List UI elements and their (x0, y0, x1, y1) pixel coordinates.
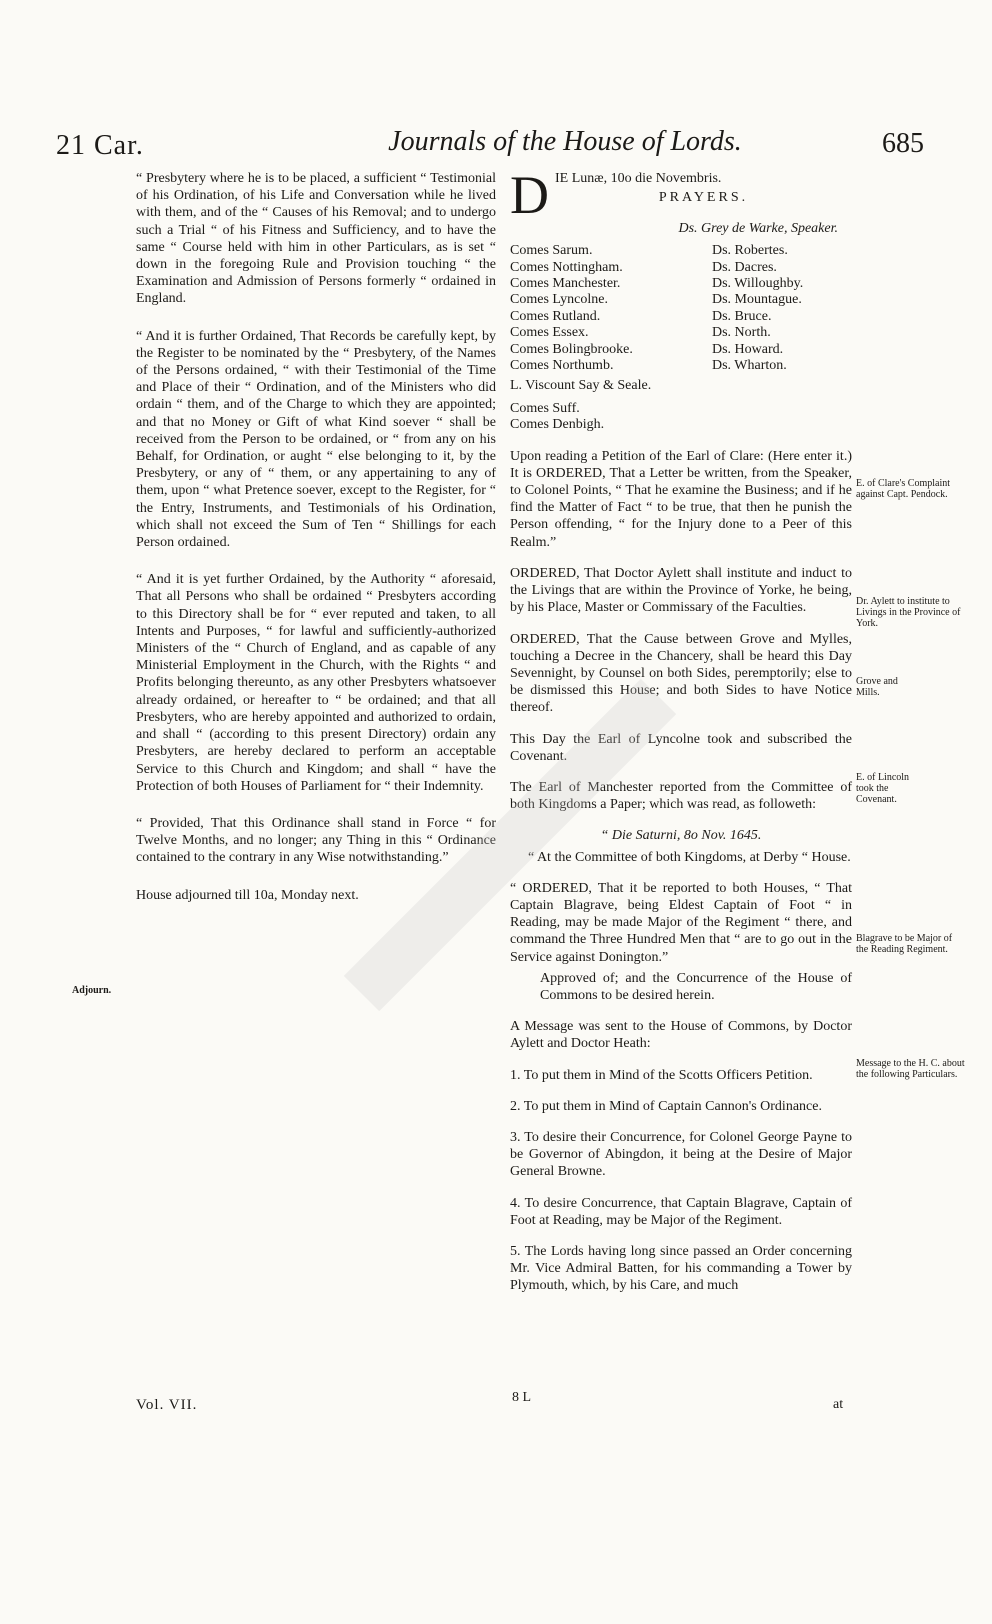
report-date: “ Die Saturni, 8o Nov. 1645. (600, 828, 762, 844)
header-title: Journals of the House of Lords. (388, 126, 742, 157)
margin-note-adjourn: Adjourn. (72, 985, 112, 996)
report-order: “ ORDERED, That it be reported to both Houses, “ That Captain Blagrave, being Eldest Captain of Foot “ in Reading, may be made Major of the Regiment “ there, and command the Three Hundred Men that “ are to go out in the Service against Donington.” (510, 880, 852, 965)
margin-note-grove: Grove and Mills. (856, 676, 898, 698)
attendee: Comes Bolingbrooke. (510, 341, 633, 357)
entry-lyncolne-covenant: This Day the Earl of Lyncolne took and subscribed the Covenant. (510, 731, 852, 764)
attendee: L. Viscount Say & Seale. (510, 378, 652, 394)
left-column (136, 170, 496, 918)
attendee: Ds. Willoughby. (712, 276, 804, 292)
page-number: 685 (882, 128, 924, 159)
date-text: IE Lunæ, 10o die Novembris. (555, 171, 722, 186)
ordinance-paragraph-2: “ And it is further Ordained, That Records be carefully kept, by the Register to be nominated by the “ Presbytery, of the Names of the Persons ordained, “ with their Testimonial of the Time and Place of their “ Ordination, and of the Ministers who did ordain “ them, and of the Charge to which they are appointed; and that no Money or Gift of what Kind soever “ shall be received from the Person to be ordained, or “ from any on his Behalf, for Ordination, or aught “ else belonging to it, by the Presbytery, or any of “ them, or any appertaining to any of them, upon “ what Pretence soever, except to the Register, for “ the Entry, Instruments, and Testimonials of his Ordination, which shall not exceed the Sum of Ten “ Shillings for each Person ordained. (136, 328, 496, 551)
right-column (510, 170, 852, 1309)
attendee: Comes Denbigh. (510, 417, 605, 433)
ordinance-paragraph-1: “ Presbytery where he is to be placed, a sufficient “ Testimonial of his Ordination, of his Life and Conversation while he lived with them, and of the “ Causes of his Removal; and to undergo such a Trial “ of his Fitness and Sufficiency, and to have the same “ Course held with him in other Particulars, as is set “ down in the foregoing Rule and Provision touching “ the Examination and Admission of Persons formerly “ ordained in England. (136, 171, 496, 307)
entry-clare-petition: Upon reading a Petition of the Earl of Clare: (Here enter it.) It is ORDERED, That a Letter be written, from the Speaker, to Colonel Points, “ That he examine the Business; and if he find the Matter of Fact “ to be true, that then he punish the Person offending, “ for the Injury done to a Peer of this Realm.” (510, 448, 852, 550)
ordinance-paragraph-4: “ Provided, That this Ordinance shall stand in Force “ for Twelve Months, and no longer; any Thing in this “ Ordinance contained to the contrary in any Wise notwithstanding.” (136, 815, 496, 866)
attendee: Ds. Dacres. (712, 259, 777, 275)
entry-aylett-order: ORDERED, That Doctor Aylett shall institute and induct to the Livings that are within the Province of Yorke, he being, by his Place, Master or Commissary of the Faculties. (510, 565, 852, 616)
attendance-column-2 (712, 243, 852, 433)
attendee: Comes Essex. (510, 325, 589, 341)
margin-note-lincoln: E. of Lincoln took the Covenant. (856, 772, 910, 805)
attendee: Ds. Howard. (712, 341, 784, 357)
message-item-3: 3. To desire their Concurrence, for Colonel George Payne to be Governor of Abingdon, it being at the Desire of Major General Browne. (510, 1129, 852, 1180)
report-committee: “ At the Committee of both Kingdoms, at Derby “ House. (528, 849, 851, 865)
margin-note-aylett: Dr. Aylett to institute to Livings in the Province of York. (856, 596, 961, 629)
header-regnal-year: 21 Car. (56, 130, 144, 161)
attendee: Ds. Wharton. (712, 358, 787, 374)
attendee: Ds. Bruce. (712, 308, 772, 324)
message-item-5: 5. The Lords having long since passed an Order concerning Mr. Vice Admiral Batten, for his commanding a Tower by Plymouth, which, by his Care, and much (510, 1243, 852, 1294)
margin-note-message: Message to the H. C. about the following Particulars. (856, 1058, 965, 1080)
entry-manchester-report: The Earl of Manchester reported from the Committee of both Kingdoms a Paper; which was read, as followeth: (510, 779, 852, 813)
attendance-list (510, 243, 852, 433)
message-item-2: 2. To put them in Mind of Captain Cannon's Ordinance. (510, 1098, 822, 1114)
adjournment-entry: House adjourned till 10a, Monday next. (136, 887, 359, 903)
attendee: Comes Suff. (510, 400, 580, 416)
entry-message: A Message was sent to the House of Commons, by Doctor Aylett and Doctor Heath: (510, 1019, 852, 1052)
signature-mark: 8 L (512, 1390, 532, 1405)
attendee: Comes Sarum. (510, 243, 593, 259)
margin-note-blagrave: Blagrave to be Major of the Reading Regiment. (856, 933, 953, 955)
attendee: Comes Northumb. (510, 358, 614, 374)
attendee: Comes Manchester. (510, 276, 621, 292)
volume-footer: Vol. VII. (136, 1397, 198, 1413)
prayers-heading: PRAYERS. (658, 190, 749, 206)
speaker-line: Ds. Grey de Warke, Speaker. (678, 221, 838, 236)
catchword: at (833, 1397, 844, 1412)
attendee: Ds. Robertes. (712, 243, 788, 259)
ordinance-paragraph-3: “ And it is yet further Ordained, by the Authority “ aforesaid, That all Persons who shall be ordained “ Presbyters according to this Directory shall be for “ ever reputed and taken, to all Intents and Purposes, “ for lawful and sufficiently-authorized Ministers of the “ Church of England, and as capable of any Ministerial Employment in the Church, with the Rights “ and Profits belonging thereunto, as any other Presbyters whatsoever already ordained, or hereafter to “ be ordained; and that all Presbyters, who are hereby appointed and authorized to ordain, and shall “ (according to this present Directory) ordain any Presbyters, are hereby declared to perform an acceptable Service to this Church and Kingdom; and shall “ have the Protection of both Houses of Parliament for “ their Indemnity. (136, 572, 496, 794)
drop-cap: D (510, 170, 549, 218)
message-item-4: 4. To desire Concurrence, that Captain Blagrave, Captain of Foot at Reading, may be Major of the Regiment. (510, 1195, 852, 1228)
attendee: Comes Lyncolne. (510, 292, 608, 308)
margin-note-clare: E. of Clare's Complaint against Capt. Pendock. (856, 478, 951, 500)
date-heading (510, 170, 852, 218)
attendee: Comes Nottingham. (510, 259, 623, 275)
entry-grove-mylles: ORDERED, That the Cause between Grove and Mylles, touching a Decree in the Chancery, shall be heard this Day Sevennight, by Counsel on both Sides, peremptorily; else to be dismissed this House; and both Sides to have Notice thereof. (510, 631, 852, 716)
message-item-1: 1. To put them in Mind of the Scotts Officers Petition. (510, 1067, 813, 1083)
attendee: Comes Rutland. (510, 308, 601, 324)
report-approval: Approved of; and the Concurrence of the House of Commons to be desired herein. (540, 970, 852, 1003)
attendance-column-1 (510, 243, 690, 433)
attendee: Ds. North. (712, 325, 771, 341)
attendee: Ds. Mountague. (712, 292, 802, 308)
